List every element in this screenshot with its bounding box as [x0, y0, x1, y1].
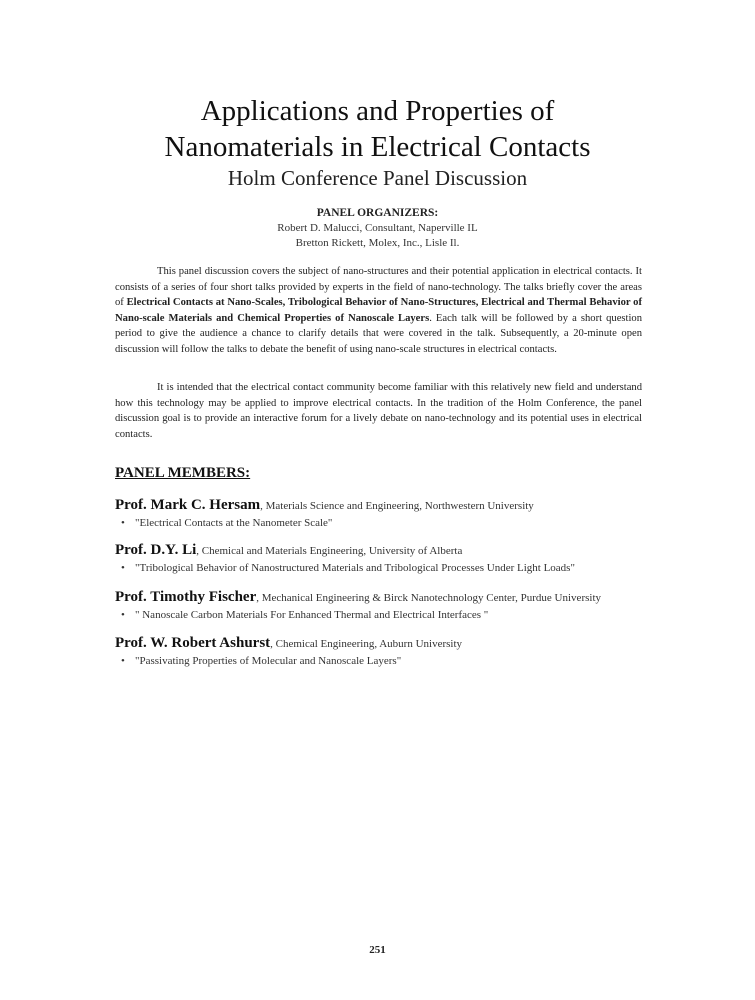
- member-name: Prof. D.Y. Li: [115, 542, 197, 558]
- member-affiliation: , Chemical and Materials Engineering, University of Alberta: [196, 545, 463, 557]
- subtitle: Holm Conference Panel Discussion: [227, 166, 528, 190]
- bullet-icon: •: [121, 517, 125, 529]
- bullet-icon: •: [121, 609, 125, 621]
- member-affiliation: , Materials Science and Engineering, Northwestern University: [260, 500, 534, 512]
- intro-text: . Each talk will be followed by a short question period to give the audience a chance to clarify details that were covered in the talk. Subsequently, a 20-minute open discussion will follow the talks to debate the benefit of using nano-scale structures in electrical contacts.: [115, 312, 642, 355]
- title-line-2: Nanomaterials in Electrical Contacts: [164, 131, 591, 163]
- panel-member: [115, 497, 675, 529]
- member-name: Prof. Timothy Fischer: [115, 589, 257, 605]
- intro-paragraph-2: [115, 380, 642, 442]
- intro-text: This panel discussion covers the subject of nano-structures and their potential application in electrical contacts. It consists of a series of four short talks provided by experts in the field of nano-technology. The talks briefly cover the areas of: [115, 266, 642, 309]
- member-name: Prof. Mark C. Hersam: [115, 497, 261, 513]
- member-affiliation: , Chemical Engineering, Auburn University: [270, 638, 463, 650]
- page-number: 251: [369, 944, 386, 956]
- organizer-line: Bretton Rickett, Molex, Inc., Lisle Il.: [295, 237, 460, 249]
- member-affiliation: , Mechanical Engineering & Birck Nanotechnology Center, Purdue University: [256, 592, 601, 604]
- title-line-1: Applications and Properties of: [200, 95, 555, 127]
- panel-member: [115, 542, 675, 574]
- member-talk: "Tribological Behavior of Nanostructured Materials and Tribological Processes Under Light Loads": [135, 562, 575, 574]
- member-talk: "Passivating Properties of Molecular and Nanoscale Layers": [135, 655, 402, 667]
- intro-text: It is intended that the electrical contact community become familiar with this relatively new field and understand how this technology may be applied to improve electrical contacts. In the tradition of the Holm Conference, the panel discussion goal is to provide an interactive forum for a lively debate on nano-technology and its potential uses in electrical contacts.: [115, 382, 642, 440]
- panel-member: [115, 635, 675, 667]
- organizer-line: Robert D. Malucci, Consultant, Naperville IL: [277, 222, 478, 234]
- panel-member: [115, 589, 675, 621]
- organizers-heading: PANEL ORGANIZERS:: [316, 207, 439, 219]
- member-name: Prof. W. Robert Ashurst: [115, 635, 271, 651]
- member-talk: " Nanoscale Carbon Materials For Enhanced Thermal and Electrical Interfaces ": [135, 609, 489, 621]
- member-talk: "Electrical Contacts at the Nanometer Scale": [135, 517, 333, 529]
- intro-topics: Electrical Contacts at Nano-Scales, Tribological Behavior of Nano-Structures, Electrical and Thermal Behavior of Nano-scale Materials and Chemical Properties of Nanoscale Layers: [115, 297, 642, 324]
- bullet-icon: •: [121, 655, 125, 667]
- bullet-icon: •: [121, 562, 125, 574]
- intro-paragraph-1: [115, 264, 642, 358]
- members-heading: PANEL MEMBERS:: [115, 465, 251, 481]
